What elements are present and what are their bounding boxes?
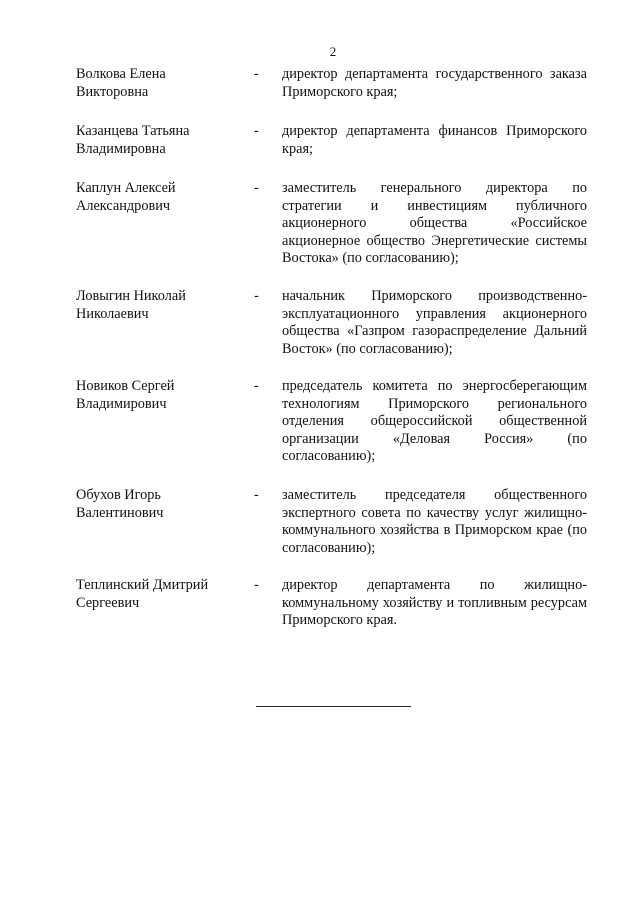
- member-position: начальник Приморского производственно-эксплуатационного управления акционерного общества «Газпром газораспределение Дальний Восток» (по согласованию);: [282, 288, 587, 357]
- member-position: директор департамента по жилищно-коммунальному хозяйству и топливным ресурсам Приморского края.: [282, 577, 587, 628]
- member-position: директор департамента финансов Приморского края;: [282, 123, 587, 157]
- page-number: 2: [329, 44, 337, 59]
- entry-dash: -: [254, 180, 259, 196]
- entry-dash: -: [254, 487, 259, 503]
- member-position: заместитель председателя общественного экспертного совета по качеству услуг жилищно-коммунального хозяйства в Приморском крае (по согласованию);: [282, 487, 587, 556]
- member-name: Теплинский Дмитрий Сергеевич: [76, 577, 209, 611]
- member-position: директор департамента государственного заказа Приморского края;: [282, 66, 587, 100]
- member-name: Казанцева Татьяна Владимировна: [76, 123, 190, 157]
- member-position: заместитель генерального директора по стратегии и инвестициям публичного акционерного общества «Российское акционерное общество Энергетические системы Востока» (по согласованию);: [282, 180, 587, 266]
- member-name: Ловыгин Николай Николаевич: [76, 288, 186, 322]
- member-position: председатель комитета по энергосберегающим технологиям Приморского регионального отделения общероссийской общественной организации «Деловая Россия» (по согласованию);: [282, 378, 587, 464]
- entry-dash: -: [254, 378, 259, 394]
- entry-dash: -: [254, 66, 259, 82]
- member-name: Новиков Сергей Владимирович: [76, 378, 175, 412]
- entry-dash: -: [254, 288, 259, 304]
- member-name: Обухов Игорь Валентинович: [76, 487, 164, 521]
- closing-divider-line: [256, 706, 411, 707]
- member-name: Каплун Алексей Александрович: [76, 180, 176, 214]
- member-name: Волкова Елена Викторовна: [76, 66, 166, 100]
- entry-dash: -: [254, 123, 259, 139]
- entry-dash: -: [254, 577, 259, 593]
